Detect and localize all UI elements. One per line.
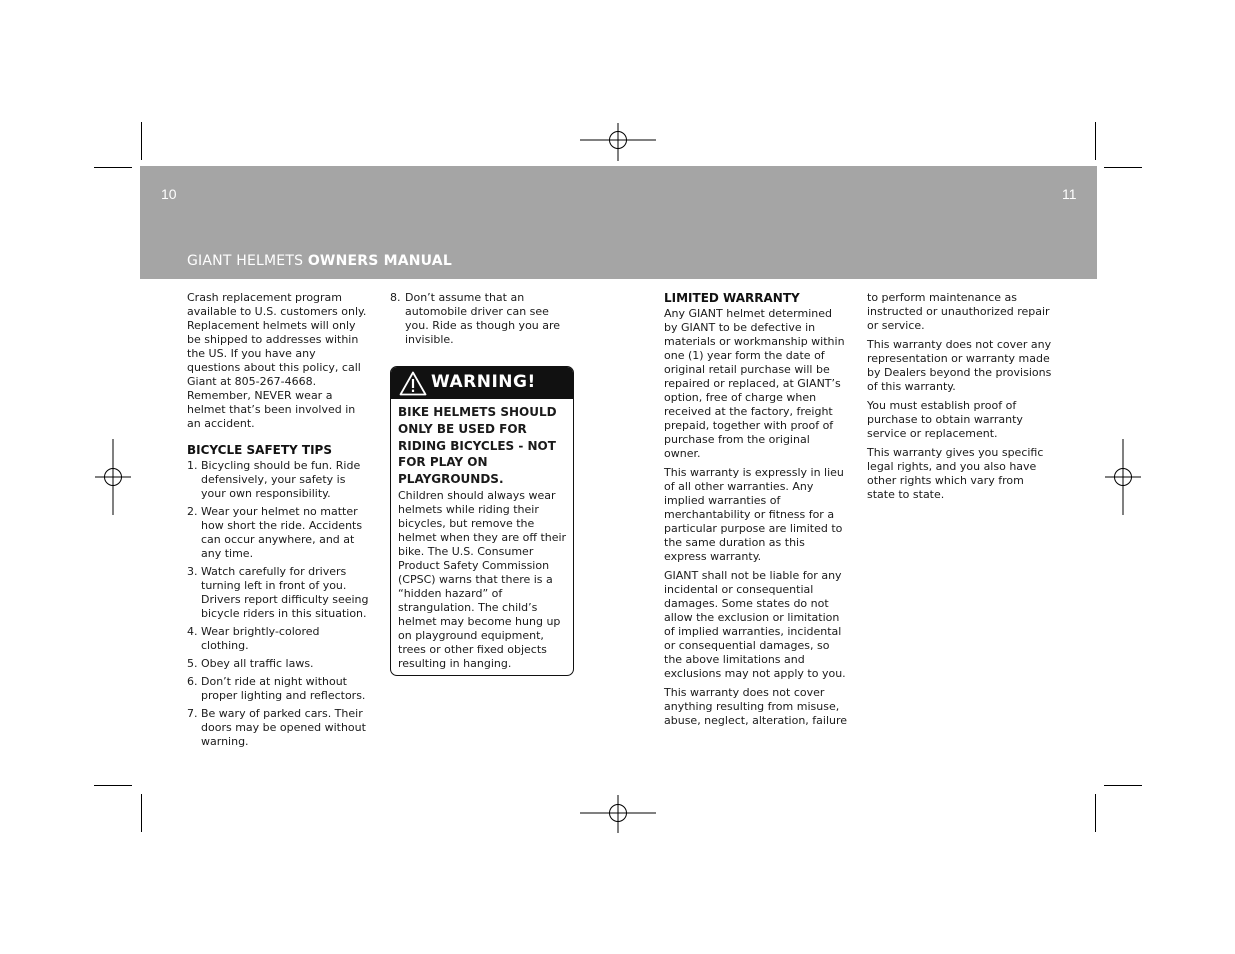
warranty-paragraph: You must establish proof of purchase to obtain warranty service or replacement.: [867, 399, 1023, 440]
column-2: [390, 291, 562, 351]
manual-title: [187, 253, 452, 269]
warning-text: Children should always wear helmets while riding their bicycles, but remove the helmet when they are off their bike. The U.S. Consumer Product Safety Commission (CPSC) warns that there is a “hidden hazard” of strangulation. The child’s helmet may become hung up on playground equipment, trees or other fixed objects resulting in hanging.: [398, 488, 567, 670]
registration-mark-icon: [580, 795, 656, 833]
list-item: 5. Obey all traffic laws.: [187, 657, 314, 670]
warning-body: [391, 399, 573, 671]
crop-mark-br-h: [1104, 785, 1142, 786]
warning-statement: BIKE HELMETS SHOULD ONLY BE USED FOR RIDING BICYCLES - NOT FOR PLAY ON PLAYGROUNDS.: [398, 405, 557, 487]
list-item: 3. Watch carefully for drivers turning left in front of you. Drivers report difficulty seeing bicycle riders in this situation.: [187, 565, 369, 620]
warning-header: [391, 367, 573, 399]
page-number-right: 11: [1062, 186, 1077, 202]
warranty-paragraph: This warranty is expressly in lieu of all other warranties. Any implied warranties of merchantability or fitness for a particular purpose are limited to the same duration as this express warranty.: [664, 466, 844, 563]
warning-label: WARNING!: [431, 372, 536, 392]
warranty-paragraph: This warranty does not cover any representation or warranty made by Dealers beyond the provisions of this warranty.: [867, 338, 1052, 393]
crop-mark-tr-h: [1104, 167, 1142, 168]
warranty-paragraph: Any GIANT helmet determined by GIANT to be defective in materials or workmanship within one (1) year form the date of original retail purchase will be repaired or replaced, at GIANT’s option, free of charge when received at the factory, freight prepaid, together with proof of purchase from the original owner.: [664, 307, 845, 460]
crop-mark-bl-v: [141, 794, 142, 832]
column-1: [187, 291, 370, 753]
crop-mark-bl-h: [94, 785, 132, 786]
warranty-paragraph: This warranty gives you specific legal rights, and you also have other rights which vary from state to state.: [867, 446, 1044, 501]
column-4: [867, 291, 1053, 507]
crop-mark-tl-v: [141, 122, 142, 160]
safety-tips-heading: BICYCLE SAFETY TIPS: [187, 443, 332, 457]
manual-title-brand: GIANT HELMETS: [187, 253, 308, 269]
list-item: 6. Don’t ride at night without proper lighting and reflectors.: [187, 675, 366, 702]
registration-mark-icon: [1105, 439, 1141, 515]
list-item: 1. Bicycling should be fun. Ride defensively, your safety is your own responsibility.: [187, 459, 361, 500]
list-item: 4. Wear brightly-colored clothing.: [187, 625, 320, 652]
page-number-left: 10: [161, 186, 177, 202]
crash-replacement-text: Crash replacement program available to U.S. customers only. Replacement helmets will only be shipped to addresses within the US. If you have any questions about this policy, call Giant at 805-267-4668. Remember, NEVER wear a helmet that’s been involved in an accident.: [187, 291, 367, 430]
safety-tips-list: [187, 459, 370, 749]
warranty-heading: LIMITED WARRANTY: [664, 291, 800, 305]
registration-mark-icon: [95, 439, 131, 515]
warning-triangle-icon: [399, 371, 427, 396]
crop-mark-br-v: [1095, 794, 1096, 832]
list-item: 8. Don’t assume that an automobile driver can see you. Ride as though you are invisible.: [390, 291, 561, 346]
warranty-paragraph: This warranty does not cover anything resulting from misuse, abuse, neglect, alteration, failure: [664, 686, 848, 727]
safety-tips-list-continued: [390, 291, 562, 347]
warning-box: [390, 366, 574, 676]
manual-title-bold: OWNERS MANUAL: [307, 253, 452, 269]
warranty-paragraph: GIANT shall not be liable for any incidental or consequential damages. Some states do not allow the exclusion or limitation of implied warranties, incidental or consequential damages, so the above limitations and exclusions may not apply to you.: [664, 569, 846, 680]
list-item: 7. Be wary of parked cars. Their doors may be opened without warning.: [187, 707, 366, 748]
registration-mark-icon: [580, 123, 656, 161]
crop-mark-tr-v: [1095, 122, 1096, 160]
crop-mark-tl-h: [94, 167, 132, 168]
warranty-paragraph: to perform maintenance as instructed or unauthorized repair or service.: [867, 291, 1050, 332]
column-3: [664, 291, 848, 733]
list-item: 2. Wear your helmet no matter how short the ride. Accidents can occur anywhere, and at any time.: [187, 505, 363, 560]
